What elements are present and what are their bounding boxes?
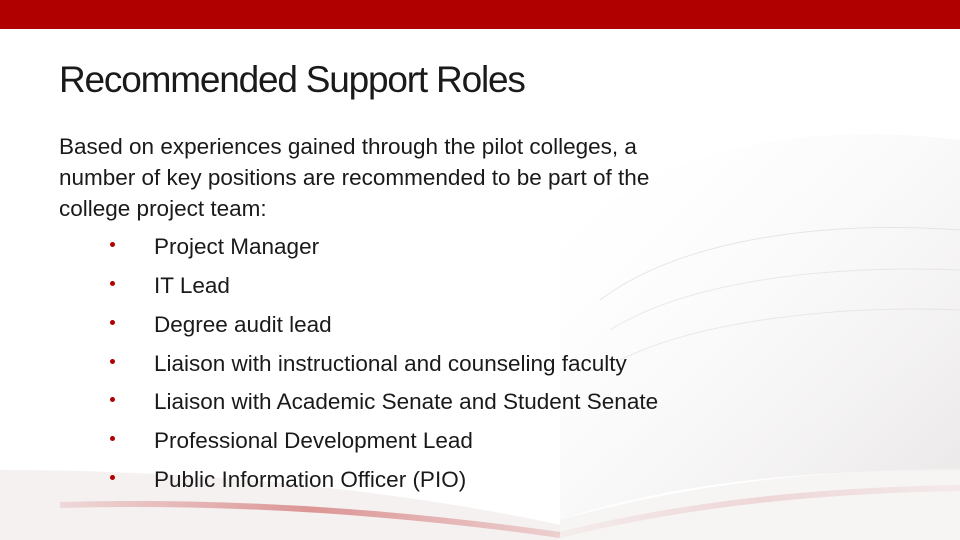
role-label: Degree audit lead <box>154 312 332 337</box>
slide-title: Recommended Support Roles <box>59 59 525 100</box>
list-item <box>0 308 900 342</box>
role-label: Public Information Officer (PIO) <box>154 467 467 492</box>
bullet-icon <box>110 397 115 402</box>
top-accent-bar <box>0 0 960 29</box>
bullet-icon <box>110 320 115 325</box>
list-item <box>0 230 900 264</box>
list-item <box>0 269 900 303</box>
role-label: IT Lead <box>154 273 230 298</box>
intro-line: college project team: <box>59 196 267 221</box>
list-item <box>0 385 900 419</box>
list-item <box>0 347 900 381</box>
role-label: Project Manager <box>154 234 320 259</box>
bullet-icon <box>110 242 115 247</box>
role-label: Liaison with instructional and counseling faculty <box>154 351 627 376</box>
intro-line: number of key positions are recommended to be part of the <box>59 165 650 190</box>
list-item <box>0 424 900 458</box>
bullet-icon <box>110 281 115 286</box>
list-item <box>0 463 900 497</box>
intro-paragraph <box>59 131 849 224</box>
role-label: Professional Development Lead <box>154 428 473 453</box>
role-label: Liaison with Academic Senate and Student Senate <box>154 389 659 414</box>
intro-line: Based on experiences gained through the pilot colleges, a <box>59 134 637 159</box>
bullet-icon <box>110 475 115 480</box>
bullet-icon <box>110 436 115 441</box>
bullet-icon <box>110 359 115 364</box>
